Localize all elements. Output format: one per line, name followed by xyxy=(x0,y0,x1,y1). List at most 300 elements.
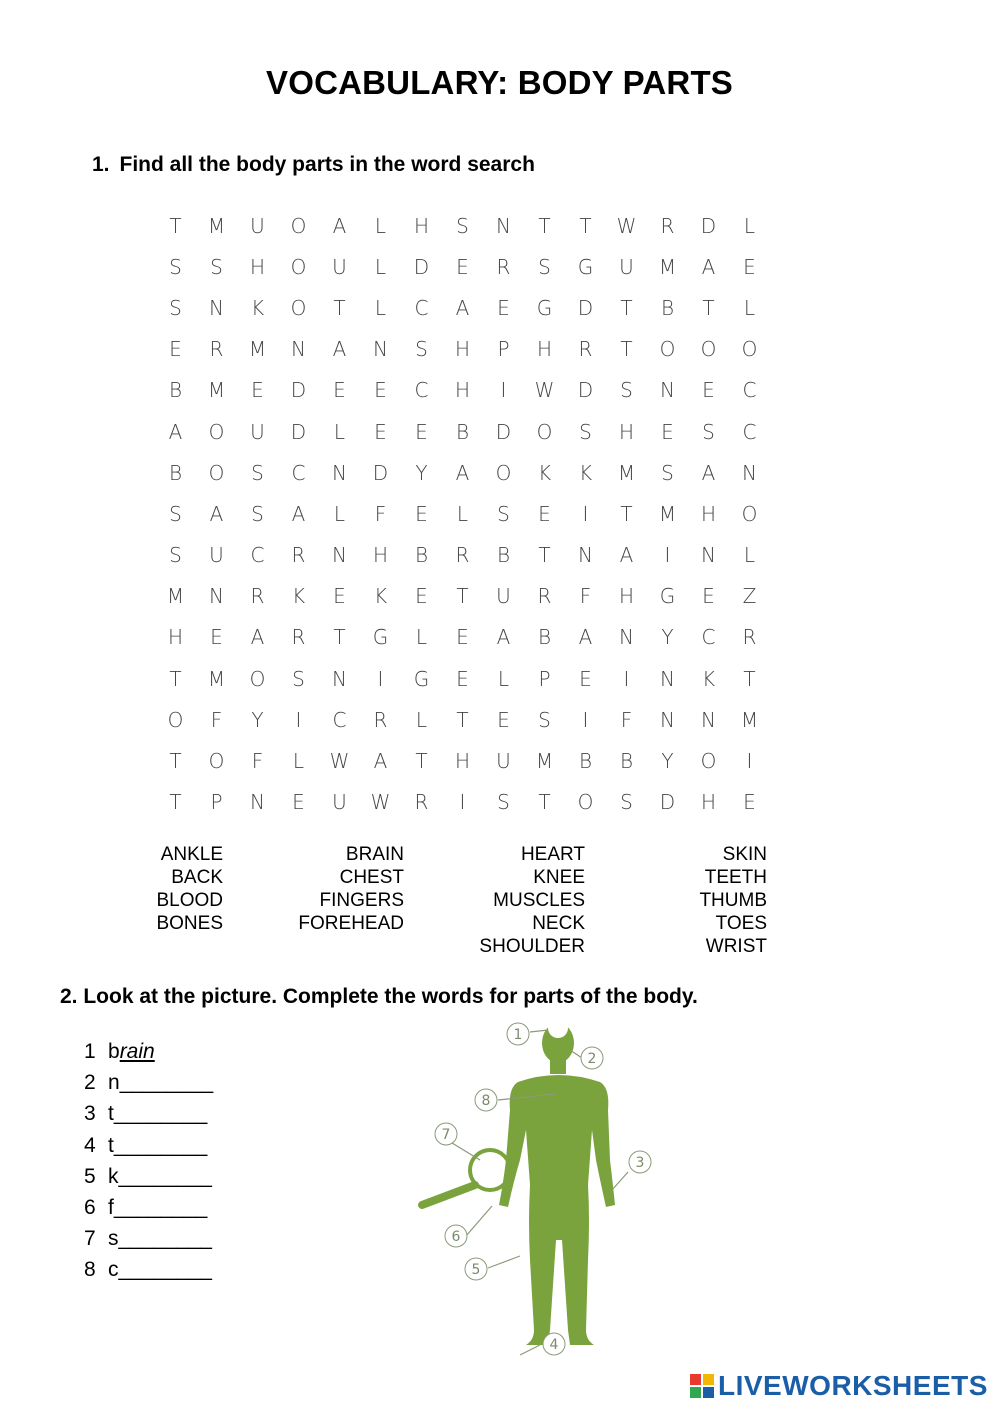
grid-letter[interactable]: D xyxy=(495,419,512,444)
grid-letter[interactable]: E xyxy=(743,254,756,279)
grid-letter[interactable]: U xyxy=(250,213,265,238)
grid-letter[interactable]: F xyxy=(210,707,223,732)
grid-letter[interactable]: L xyxy=(497,666,510,691)
grid-letter[interactable]: N xyxy=(373,337,388,362)
grid-letter[interactable]: W xyxy=(616,213,637,238)
grid-letter[interactable]: B xyxy=(619,749,634,774)
grid-letter[interactable]: P xyxy=(497,337,510,362)
label-8 xyxy=(475,1089,497,1111)
grid-letter[interactable]: N xyxy=(250,790,265,815)
grid-letter[interactable]: T xyxy=(456,707,469,732)
grid-letter[interactable]: I xyxy=(623,666,630,691)
grid-letter[interactable]: O xyxy=(741,501,758,526)
grid-letter[interactable]: S xyxy=(251,460,264,485)
grid-letter[interactable]: A xyxy=(496,625,511,650)
grid-letter[interactable]: K xyxy=(701,666,716,691)
word-bank-item: SHOULDER xyxy=(479,936,585,957)
grid-letter[interactable]: P xyxy=(538,666,551,691)
grid-letter[interactable]: Y xyxy=(415,460,428,485)
word-bank-item: FOREHEAD xyxy=(298,913,404,934)
grid-letter[interactable]: N xyxy=(496,213,511,238)
word-bank-item: HEART xyxy=(520,844,585,865)
svg-text:3: 3 xyxy=(635,1155,645,1171)
grid-letter[interactable]: E xyxy=(661,419,674,444)
answer-line xyxy=(84,1071,213,1102)
svg-text:4: 4 xyxy=(549,1337,559,1353)
answer-blank[interactable]: ________ xyxy=(119,1071,214,1095)
grid-letter[interactable]: I xyxy=(500,378,507,403)
grid-letter[interactable]: R xyxy=(209,337,224,362)
label-5 xyxy=(465,1258,487,1280)
word-bank-item: KNEE xyxy=(533,867,585,888)
grid-letter[interactable]: E xyxy=(251,378,264,403)
grid-letter[interactable]: S xyxy=(620,378,633,403)
grid-letter[interactable]: F xyxy=(579,584,592,609)
grid-letter[interactable]: L xyxy=(456,501,469,526)
grid-letter[interactable]: D xyxy=(577,378,594,403)
answer-prefix: t xyxy=(108,1133,114,1157)
grid-letter[interactable]: E xyxy=(538,501,551,526)
grid-letter[interactable]: E xyxy=(333,584,346,609)
answer-number: 1 xyxy=(84,1040,96,1063)
grid-letter[interactable]: C xyxy=(742,378,757,403)
grid-letter[interactable]: U xyxy=(209,543,224,568)
word-bank-column-2 xyxy=(280,843,404,935)
grid-letter[interactable]: C xyxy=(250,543,265,568)
grid-letter[interactable]: A xyxy=(373,749,388,774)
grid-letter[interactable]: O xyxy=(290,213,307,238)
grid-letter[interactable]: B xyxy=(496,543,511,568)
grid-letter[interactable]: E xyxy=(456,666,469,691)
label-3 xyxy=(629,1151,651,1173)
grid-row xyxy=(155,411,770,452)
word-bank-column-4 xyxy=(650,843,767,958)
grid-letter[interactable]: O xyxy=(577,790,594,815)
grid-letter[interactable]: E xyxy=(169,337,182,362)
grid-letter[interactable]: B xyxy=(414,543,429,568)
grid-letter[interactable]: U xyxy=(496,749,511,774)
grid-letter[interactable]: A xyxy=(455,460,470,485)
word-bank-item: TEETH xyxy=(704,867,767,888)
grid-letter[interactable]: D xyxy=(372,460,389,485)
grid-letter[interactable]: D xyxy=(290,378,307,403)
answer-line xyxy=(84,1040,213,1071)
grid-letter[interactable]: E xyxy=(497,707,510,732)
grid-letter[interactable]: T xyxy=(169,666,182,691)
page-title: VOCABULARY: BODY PARTS xyxy=(265,64,734,101)
grid-letter[interactable]: I xyxy=(746,749,753,774)
grid-letter[interactable]: S xyxy=(661,460,674,485)
answer-number: 4 xyxy=(84,1133,96,1157)
grid-letter[interactable]: A xyxy=(619,543,634,568)
grid-letter[interactable]: T xyxy=(333,295,346,320)
grid-letter[interactable]: R xyxy=(496,254,511,279)
grid-letter[interactable]: L xyxy=(374,295,387,320)
grid-letter[interactable]: Y xyxy=(251,707,264,732)
grid-letter[interactable]: P xyxy=(210,790,223,815)
grid-letter[interactable]: G xyxy=(659,584,676,609)
grid-letter[interactable]: L xyxy=(415,625,428,650)
grid-letter[interactable]: S xyxy=(579,419,592,444)
grid-letter[interactable]: S xyxy=(702,419,715,444)
word-bank-item: ANKLE xyxy=(160,844,223,865)
grid-letter[interactable]: W xyxy=(329,749,350,774)
grid-letter[interactable]: S xyxy=(497,501,510,526)
grid-letter[interactable]: S xyxy=(169,501,182,526)
grid-letter[interactable]: H xyxy=(249,254,266,279)
grid-letter[interactable]: T xyxy=(579,213,592,238)
grid-letter[interactable]: Z xyxy=(742,584,757,609)
grid-row xyxy=(155,782,770,823)
answer-prefix: t xyxy=(108,1102,114,1126)
grid-letter[interactable]: U xyxy=(250,419,265,444)
grid-letter[interactable]: A xyxy=(332,337,347,362)
grid-letter[interactable]: T xyxy=(538,543,551,568)
answer-blank[interactable]: ________ xyxy=(113,1133,208,1157)
answer-line xyxy=(84,1134,213,1165)
grid-letter[interactable]: S xyxy=(538,254,551,279)
grid-letter[interactable]: A xyxy=(701,460,716,485)
grid-letter[interactable]: T xyxy=(415,749,428,774)
grid-letter[interactable]: C xyxy=(414,295,429,320)
grid-letter[interactable]: S xyxy=(497,790,510,815)
liveworksheets-logo[interactable] xyxy=(690,1370,988,1402)
grid-letter[interactable]: E xyxy=(415,501,428,526)
grid-letter[interactable]: Y xyxy=(661,749,674,774)
grid-row xyxy=(155,287,770,328)
grid-letter[interactable]: C xyxy=(291,460,306,485)
grid-letter[interactable]: I xyxy=(664,543,671,568)
grid-letter[interactable]: A xyxy=(332,213,347,238)
grid-letter[interactable]: L xyxy=(333,501,346,526)
grid-letter[interactable]: G xyxy=(372,625,389,650)
grid-letter[interactable]: W xyxy=(534,378,555,403)
grid-letter[interactable]: A xyxy=(291,501,306,526)
grid-letter[interactable]: A xyxy=(250,625,265,650)
grid-letter[interactable]: R xyxy=(414,790,429,815)
svg-text:1: 1 xyxy=(513,1027,523,1043)
grid-letter[interactable]: M xyxy=(166,584,185,609)
answer-number: 8 xyxy=(84,1258,96,1282)
grid-letter[interactable]: L xyxy=(743,295,756,320)
answer-blank[interactable]: ________ xyxy=(118,1227,212,1251)
question-1-text: Find all the body parts in the word search xyxy=(119,153,535,176)
grid-letter[interactable]: K xyxy=(291,584,306,609)
grid-letter[interactable]: M xyxy=(207,378,226,403)
grid-letter[interactable]: R xyxy=(537,584,552,609)
grid-letter[interactable]: R xyxy=(291,543,306,568)
grid-letter[interactable]: N xyxy=(332,460,347,485)
grid-letter[interactable]: O xyxy=(495,460,512,485)
grid-letter[interactable]: A xyxy=(578,625,593,650)
grid-letter[interactable]: R xyxy=(455,543,470,568)
grid-letter[interactable]: T xyxy=(620,501,633,526)
grid-letter[interactable]: L xyxy=(374,213,387,238)
grid-letter[interactable]: T xyxy=(169,790,182,815)
grid-letter[interactable]: S xyxy=(169,543,182,568)
grid-letter[interactable]: G xyxy=(413,666,430,691)
grid-letter[interactable]: M xyxy=(207,213,226,238)
grid-letter[interactable]: O xyxy=(208,419,225,444)
word-search-grid[interactable] xyxy=(155,205,770,823)
grid-letter[interactable]: T xyxy=(456,584,469,609)
grid-letter[interactable]: G xyxy=(536,295,553,320)
grid-letter[interactable]: L xyxy=(292,749,305,774)
grid-letter[interactable]: U xyxy=(332,254,347,279)
grid-letter[interactable]: S xyxy=(538,707,551,732)
answer-prefix: b xyxy=(108,1040,120,1063)
grid-letter[interactable]: K xyxy=(537,460,552,485)
grid-letter[interactable]: K xyxy=(578,460,593,485)
grid-letter[interactable]: U xyxy=(332,790,347,815)
grid-letter[interactable]: O xyxy=(741,337,758,362)
answer-prefix: c xyxy=(108,1258,119,1282)
grid-letter[interactable]: C xyxy=(332,707,347,732)
word-bank-item: THUMB xyxy=(699,890,767,911)
grid-letter[interactable]: E xyxy=(702,378,715,403)
grid-letter[interactable]: H xyxy=(454,378,471,403)
grid-letter[interactable]: B xyxy=(168,460,183,485)
grid-letter[interactable]: M xyxy=(658,254,677,279)
grid-letter[interactable]: R xyxy=(578,337,593,362)
grid-letter[interactable]: T xyxy=(169,749,182,774)
grid-letter[interactable]: E xyxy=(333,378,346,403)
grid-letter[interactable]: W xyxy=(370,790,391,815)
grid-letter[interactable]: L xyxy=(333,419,346,444)
word-bank-item: WRIST xyxy=(705,936,767,957)
grid-letter[interactable]: S xyxy=(620,790,633,815)
body-figure xyxy=(410,1010,680,1360)
grid-letter[interactable]: N xyxy=(701,707,716,732)
grid-letter[interactable]: T xyxy=(702,295,715,320)
magnifier-icon xyxy=(422,1150,510,1205)
grid-letter[interactable]: F xyxy=(251,749,264,774)
grid-letter[interactable]: O xyxy=(208,460,225,485)
grid-letter[interactable]: G xyxy=(577,254,594,279)
grid-row xyxy=(155,205,770,246)
grid-letter[interactable]: S xyxy=(292,666,305,691)
grid-letter[interactable]: O xyxy=(700,337,717,362)
grid-letter[interactable]: O xyxy=(290,295,307,320)
grid-letter[interactable]: H xyxy=(618,419,635,444)
grid-letter[interactable]: M xyxy=(535,749,554,774)
svg-text:7: 7 xyxy=(441,1127,451,1143)
grid-letter[interactable]: N xyxy=(332,666,347,691)
answer-prefix: s xyxy=(108,1227,119,1251)
grid-letter[interactable]: R xyxy=(373,707,388,732)
grid-letter[interactable]: N xyxy=(578,543,593,568)
grid-letter[interactable]: E xyxy=(374,419,387,444)
grid-letter[interactable]: S xyxy=(251,501,264,526)
grid-letter[interactable]: U xyxy=(496,584,511,609)
grid-letter[interactable]: M xyxy=(207,666,226,691)
grid-letter[interactable]: H xyxy=(618,584,635,609)
grid-letter[interactable]: B xyxy=(168,378,183,403)
grid-letter[interactable]: R xyxy=(291,625,306,650)
grid-letter[interactable]: B xyxy=(660,295,675,320)
grid-letter[interactable]: D xyxy=(413,254,430,279)
svg-text:5: 5 xyxy=(471,1262,481,1278)
grid-letter[interactable]: A xyxy=(455,295,470,320)
answer-prefix: k xyxy=(108,1164,119,1188)
grid-letter[interactable]: E xyxy=(743,790,756,815)
grid-letter[interactable]: S xyxy=(415,337,428,362)
grid-letter[interactable]: T xyxy=(538,790,551,815)
grid-letter[interactable]: R xyxy=(250,584,265,609)
grid-letter[interactable]: S xyxy=(210,254,223,279)
grid-row xyxy=(155,740,770,781)
grid-letter[interactable]: K xyxy=(250,295,265,320)
answer-line xyxy=(84,1258,213,1289)
body-illustration xyxy=(410,1010,680,1360)
grid-letter[interactable]: O xyxy=(700,749,717,774)
grid-letter[interactable]: C xyxy=(742,419,757,444)
grid-letter[interactable]: E xyxy=(374,378,387,403)
grid-letter[interactable]: C xyxy=(414,378,429,403)
grid-letter[interactable]: E xyxy=(415,584,428,609)
grid-letter[interactable]: R xyxy=(742,625,757,650)
answer-list xyxy=(84,1040,213,1290)
grid-letter[interactable]: D xyxy=(577,295,594,320)
grid-row xyxy=(155,493,770,534)
grid-letter[interactable]: I xyxy=(377,666,384,691)
label-4 xyxy=(543,1333,565,1355)
answer-blank[interactable]: ________ xyxy=(113,1195,208,1219)
grid-letter[interactable]: H xyxy=(413,213,430,238)
grid-letter[interactable]: T xyxy=(620,295,633,320)
answer-prefix: f xyxy=(108,1195,114,1219)
grid-letter[interactable]: H xyxy=(167,625,184,650)
grid-letter[interactable]: D xyxy=(700,213,717,238)
answer-example: rain xyxy=(119,1040,155,1063)
question-1 xyxy=(92,153,535,177)
svg-text:6: 6 xyxy=(451,1229,461,1245)
grid-letter[interactable]: O xyxy=(659,337,676,362)
grid-letter[interactable]: E xyxy=(579,666,592,691)
grid-letter[interactable]: H xyxy=(454,749,471,774)
grid-letter[interactable]: O xyxy=(536,419,553,444)
grid-letter[interactable]: B xyxy=(455,419,470,444)
grid-letter[interactable]: S xyxy=(456,213,469,238)
grid-letter[interactable]: A xyxy=(209,501,224,526)
grid-row xyxy=(155,452,770,493)
grid-letter[interactable]: T xyxy=(743,666,756,691)
grid-letter[interactable]: A xyxy=(701,254,716,279)
grid-letter[interactable]: E xyxy=(702,584,715,609)
grid-letter[interactable]: I xyxy=(459,790,466,815)
grid-letter[interactable]: N xyxy=(660,707,675,732)
grid-letter[interactable]: C xyxy=(701,625,716,650)
grid-row xyxy=(155,576,770,617)
word-bank-column-3 xyxy=(460,843,585,958)
grid-letter[interactable]: H xyxy=(700,790,717,815)
grid-letter[interactable]: E xyxy=(456,254,469,279)
grid-letter[interactable]: L xyxy=(743,213,756,238)
answer-number: 2 xyxy=(84,1071,96,1095)
answer-blank[interactable]: ________ xyxy=(113,1102,208,1126)
grid-letter[interactable]: B xyxy=(578,749,593,774)
grid-letter[interactable]: E xyxy=(292,790,305,815)
grid-letter[interactable]: F xyxy=(620,707,633,732)
grid-letter[interactable]: T xyxy=(538,213,551,238)
grid-letter[interactable]: N xyxy=(209,295,224,320)
grid-letter[interactable]: M xyxy=(658,501,677,526)
grid-letter[interactable]: Y xyxy=(661,625,674,650)
grid-letter[interactable]: H xyxy=(536,337,553,362)
grid-letter[interactable]: A xyxy=(168,419,183,444)
grid-letter[interactable]: N xyxy=(332,543,347,568)
grid-letter[interactable]: N xyxy=(742,460,757,485)
grid-letter[interactable]: N xyxy=(209,584,224,609)
grid-letter[interactable]: M xyxy=(248,337,267,362)
grid-letter[interactable]: O xyxy=(208,749,225,774)
grid-letter[interactable]: T xyxy=(333,625,346,650)
grid-letter[interactable]: M xyxy=(617,460,636,485)
grid-letter[interactable]: F xyxy=(374,501,387,526)
grid-letter[interactable]: O xyxy=(249,666,266,691)
logo-mark-icon xyxy=(690,1374,714,1398)
grid-letter[interactable]: M xyxy=(740,707,759,732)
answer-line xyxy=(84,1196,213,1227)
answer-line xyxy=(84,1227,213,1258)
grid-letter[interactable]: O xyxy=(167,707,184,732)
word-bank-item: BONES xyxy=(156,913,223,934)
grid-letter[interactable]: R xyxy=(660,213,675,238)
grid-letter[interactable]: E xyxy=(415,419,428,444)
grid-letter[interactable]: N xyxy=(660,378,675,403)
word-bank-item: FINGERS xyxy=(319,890,404,911)
grid-letter[interactable]: L xyxy=(415,707,428,732)
grid-letter[interactable]: I xyxy=(582,501,589,526)
grid-letter[interactable]: D xyxy=(290,419,307,444)
word-bank-item: NECK xyxy=(532,913,585,934)
grid-letter[interactable]: E xyxy=(210,625,223,650)
grid-letter[interactable]: S xyxy=(169,254,182,279)
grid-letter[interactable]: H xyxy=(372,543,389,568)
grid-letter[interactable]: T xyxy=(620,337,633,362)
grid-letter[interactable]: N xyxy=(660,666,675,691)
answer-number: 6 xyxy=(84,1195,96,1219)
answer-blank[interactable]: ________ xyxy=(118,1258,212,1282)
grid-letter[interactable]: L xyxy=(743,543,756,568)
grid-row xyxy=(155,617,770,658)
word-bank-column-1 xyxy=(130,843,223,935)
grid-letter[interactable]: D xyxy=(659,790,676,815)
grid-letter[interactable]: U xyxy=(619,254,634,279)
grid-letter[interactable]: N xyxy=(619,625,634,650)
grid-letter[interactable]: K xyxy=(373,584,388,609)
grid-letter[interactable]: E xyxy=(456,625,469,650)
grid-row xyxy=(155,329,770,370)
grid-letter[interactable]: I xyxy=(295,707,302,732)
grid-letter[interactable]: I xyxy=(582,707,589,732)
grid-letter[interactable]: H xyxy=(454,337,471,362)
grid-letter[interactable]: H xyxy=(700,501,717,526)
grid-letter[interactable]: B xyxy=(537,625,552,650)
grid-letter[interactable]: N xyxy=(291,337,306,362)
grid-letter[interactable]: N xyxy=(701,543,716,568)
grid-letter[interactable]: T xyxy=(169,213,182,238)
question-2: 2. Look at the picture. Complete the words for parts of the body. xyxy=(60,985,698,1008)
word-bank-item: SKIN xyxy=(722,844,767,865)
label-7 xyxy=(435,1123,457,1145)
word-bank-item: TOES xyxy=(715,913,767,934)
grid-letter[interactable]: O xyxy=(290,254,307,279)
grid-letter[interactable]: E xyxy=(497,295,510,320)
grid-letter[interactable]: S xyxy=(169,295,182,320)
answer-blank[interactable]: ________ xyxy=(118,1164,212,1188)
grid-letter[interactable]: L xyxy=(374,254,387,279)
